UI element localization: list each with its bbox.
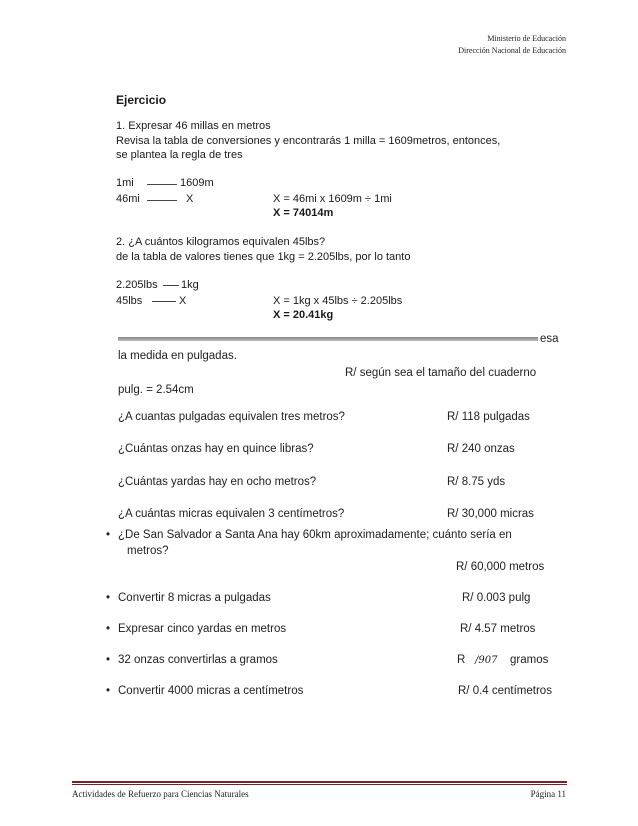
inch-note: pulg. = 2.54cm bbox=[118, 384, 194, 396]
bullet-1-marker: • bbox=[106, 529, 111, 541]
bullet-1-line2: metros? bbox=[127, 545, 169, 557]
problem2-question: 2. ¿A cuántos kilogramos equivalen 45lbs? bbox=[116, 236, 326, 248]
cut-answer: R/ según sea el tamaño del cuaderno bbox=[345, 367, 537, 379]
bullet-4-marker: • bbox=[106, 654, 111, 666]
p2-rule-a2: 1kg bbox=[181, 279, 199, 291]
exercise-title: Ejercicio bbox=[116, 93, 167, 107]
bullet-5-text: Convertir 4000 micras a centímetros bbox=[118, 685, 304, 697]
bullet-1-answer: R/ 60,000 metros bbox=[456, 561, 545, 573]
p2-result: X = 20.41kg bbox=[273, 309, 334, 321]
p2-arrow-line-1 bbox=[163, 285, 179, 286]
question-1: ¿A cuantas pulgadas equivalen tres metros? bbox=[118, 411, 345, 423]
p2-rule-b1: 45lbs bbox=[116, 295, 143, 307]
answer-1: R/ 118 pulgadas bbox=[447, 411, 530, 423]
p2-rule-a1: 2.205lbs bbox=[116, 279, 158, 291]
p1-rule-b2: X bbox=[186, 193, 194, 205]
cut-text-strip bbox=[118, 337, 538, 341]
problem1-text-line3: se plantea la regla de tres bbox=[116, 149, 243, 161]
bullet-4-answer-unit: gramos bbox=[510, 654, 549, 666]
bullet-4-text: 32 onzas convertirlas a gramos bbox=[118, 654, 278, 666]
header-direction: Dirección Nacional de Educación bbox=[458, 46, 566, 55]
footer-rule-thin bbox=[72, 784, 567, 785]
question-2: ¿Cuántas onzas hay en quince libras? bbox=[118, 443, 314, 455]
bullet-4-answer-prefix: R bbox=[457, 654, 466, 666]
p2-rule-b2: X bbox=[179, 295, 187, 307]
header-ministry: Ministerio de Educación bbox=[487, 34, 566, 43]
footer-left-text: Actividades de Refuerzo para Ciencias Naturales bbox=[72, 789, 249, 799]
bullet-3-text: Expresar cinco yardas en metros bbox=[118, 623, 287, 635]
footer-rule-thick bbox=[72, 781, 567, 783]
p1-rule-b1: 46mi bbox=[116, 193, 140, 205]
bullet-2-marker: • bbox=[106, 592, 111, 604]
problem1-question: 1. Expresar 46 millas en metros bbox=[116, 120, 271, 132]
p1-result: X = 74014m bbox=[273, 207, 334, 219]
answer-4: R/ 30,000 micras bbox=[447, 508, 534, 520]
bullet-5-marker: • bbox=[106, 685, 111, 697]
bullet-1-line1: ¿De San Salvador a Santa Ana hay 60km aproximadamente; cuánto sería en bbox=[118, 529, 512, 541]
p1-rule-a1: 1mi bbox=[116, 177, 134, 189]
question-4: ¿A cuántas micras equivalen 3 centímetros? bbox=[118, 508, 345, 520]
bullet-2-answer: R/ 0.003 pulg bbox=[462, 592, 531, 604]
answer-3: R/ 8.75 yds bbox=[447, 476, 506, 488]
p1-arrow-line-2 bbox=[147, 200, 177, 201]
bullet-3-marker: • bbox=[106, 623, 111, 635]
p2-equation: X = 1kg x 45lbs ÷ 2.205lbs bbox=[273, 295, 403, 307]
bullet-4-handwritten-value: /907 bbox=[475, 655, 498, 666]
problem1-text-line2: Revisa la tabla de conversiones y encontrarás 1 milla = 1609metros, entonces, bbox=[116, 135, 501, 147]
p1-equation: X = 46mi x 1609m ÷ 1mi bbox=[273, 193, 392, 205]
answer-2: R/ 240 onzas bbox=[447, 443, 515, 455]
question-3: ¿Cuántas yardas hay en ocho metros? bbox=[118, 476, 317, 488]
p1-rule-a2: 1609m bbox=[180, 177, 214, 189]
page-number: Página 11 bbox=[530, 789, 566, 799]
cut-right-fragment: esa bbox=[540, 333, 559, 345]
cut-line: la medida en pulgadas. bbox=[118, 350, 237, 362]
p1-arrow-line-1 bbox=[147, 184, 177, 185]
p2-arrow-line-2 bbox=[152, 301, 176, 302]
bullet-2-text: Convertir 8 micras a pulgadas bbox=[118, 592, 271, 604]
problem2-text-line2: de la tabla de valores tienes que 1kg = 2.205lbs, por lo tanto bbox=[116, 251, 411, 263]
bullet-5-answer: R/ 0.4 centímetros bbox=[458, 685, 552, 697]
bullet-3-answer: R/ 4.57 metros bbox=[460, 623, 536, 635]
